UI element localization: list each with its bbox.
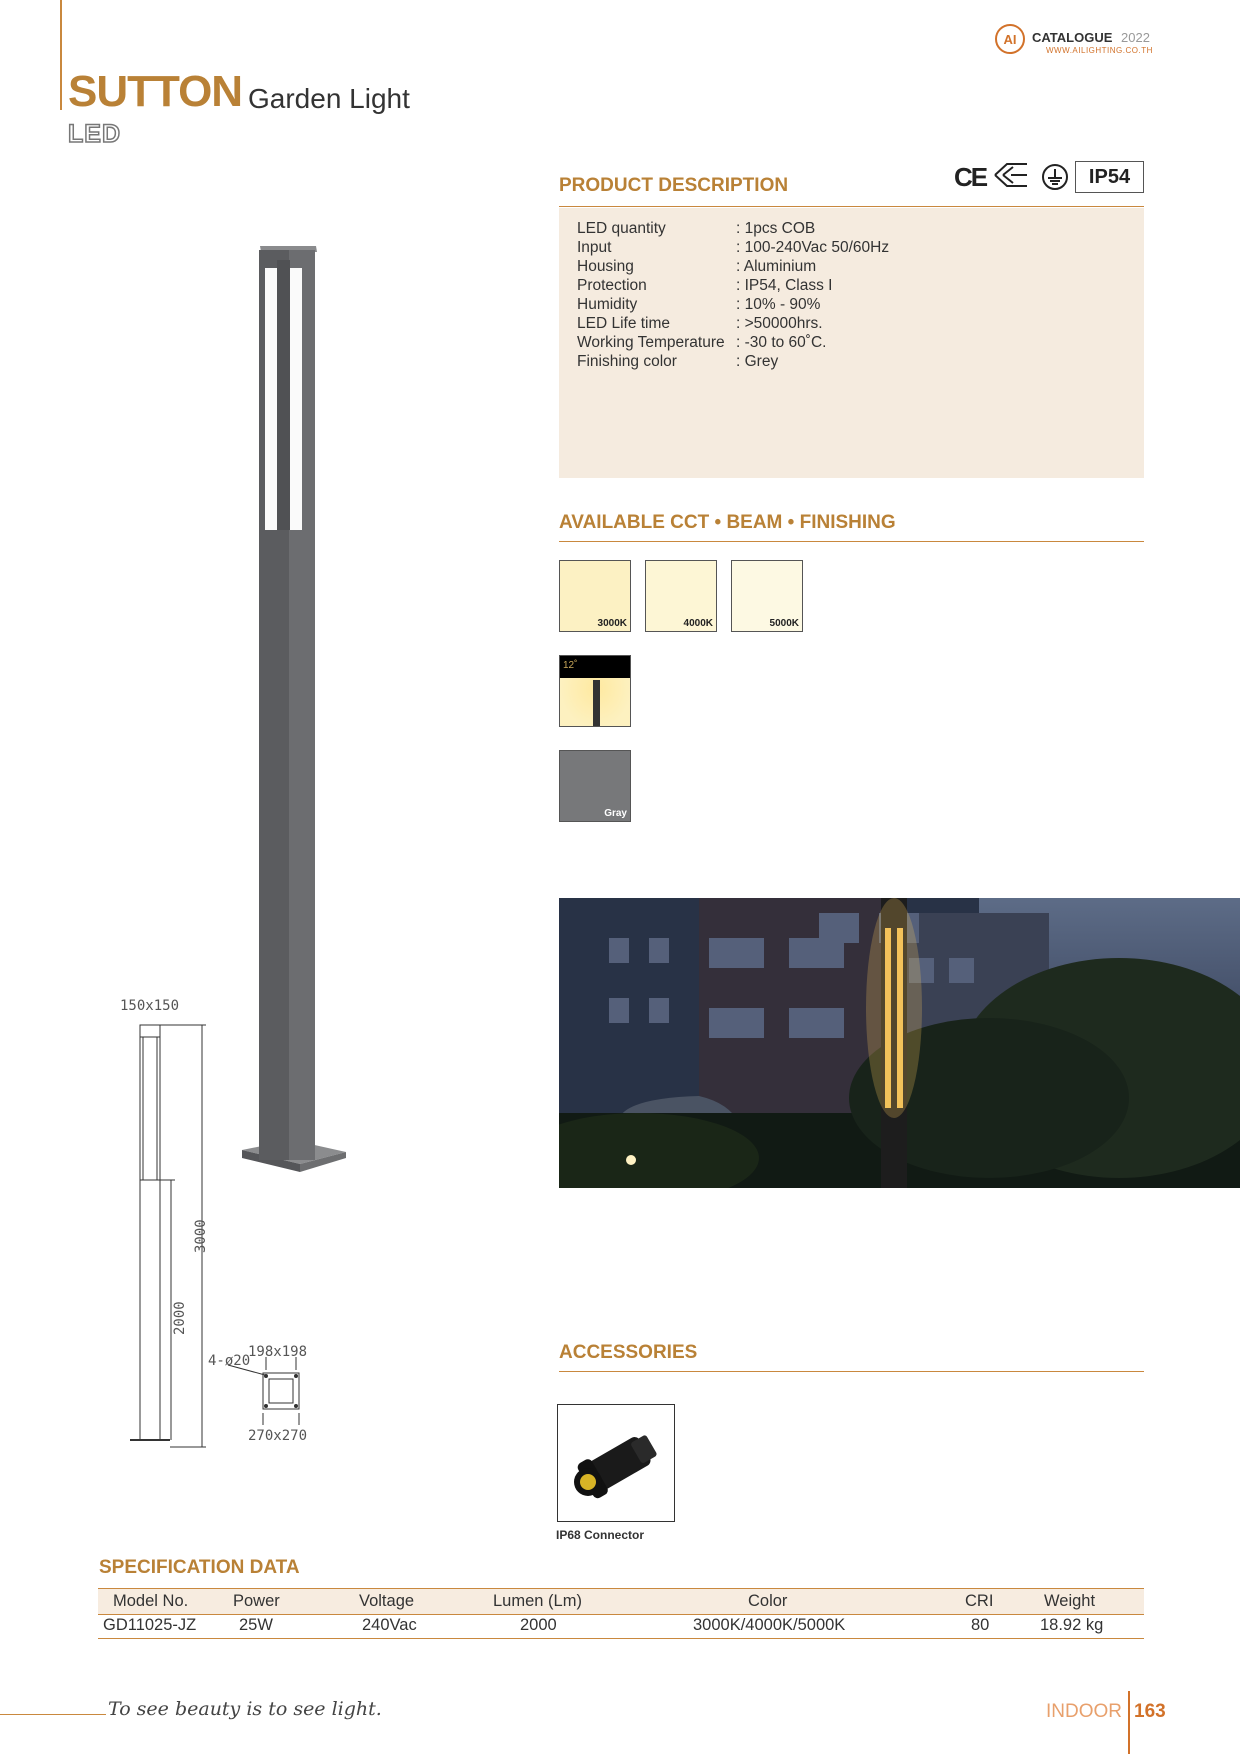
footer-tagline: To see beauty is to see light. (108, 1698, 382, 1720)
col-voltage: Voltage (359, 1592, 415, 1610)
footer-section: INDOOR (1046, 1701, 1122, 1722)
cell-color: 3000K/4000K/5000K (693, 1616, 846, 1634)
accessories-heading: ACCESSORIES (559, 1342, 698, 1363)
brand-logo: AI (995, 24, 1025, 54)
col-model: Model No. (113, 1592, 189, 1610)
section-rule (559, 206, 1144, 207)
specification-heading: SPECIFICATION DATA (99, 1557, 300, 1578)
product-description-heading: PRODUCT DESCRIPTION (559, 175, 789, 196)
ground-icon (1041, 163, 1069, 191)
catalogue-year: 2022 (1121, 30, 1150, 45)
led-badge: LED (68, 120, 121, 148)
cell-power: 25W (239, 1616, 273, 1634)
class-i-icon (991, 160, 1031, 190)
cct-4000k-swatch: 4000K (645, 560, 717, 632)
accessory-label: IP68 Connector (556, 1528, 645, 1542)
cell-weight: 18.92 kg (1040, 1616, 1104, 1634)
top-accent-line (60, 0, 62, 110)
cell-cri: 80 (971, 1616, 990, 1634)
section-rule (559, 1371, 1144, 1372)
section-rule (559, 541, 1144, 542)
col-color: Color (748, 1592, 788, 1610)
connector-icon (558, 1405, 674, 1521)
dim-base: 270x270 (248, 1428, 308, 1444)
dim-bolt-spacing: 198x198 (248, 1344, 308, 1360)
product-type: Garden Light (248, 83, 410, 114)
col-power: Power (233, 1592, 280, 1610)
footer-divider (1128, 1691, 1130, 1754)
table-rule (98, 1614, 1144, 1615)
technical-drawing (100, 995, 330, 1455)
footer-line (0, 1714, 106, 1715)
catalogue-label: CATALOGUE (1032, 30, 1113, 45)
cct-5000k-swatch: 5000K (731, 560, 803, 632)
table-rule (98, 1588, 1144, 1589)
cell-lumen: 2000 (520, 1616, 557, 1634)
beam-post-icon (593, 680, 600, 727)
col-lumen: Lumen (Lm) (493, 1592, 582, 1610)
ip68-connector-image (557, 1404, 675, 1522)
product-name: SUTTON (68, 67, 243, 116)
installation-photo (559, 898, 1240, 1188)
col-weight: Weight (1044, 1592, 1096, 1610)
finishing-gray-swatch: Gray (559, 750, 631, 822)
availability-heading: AVAILABLE CCT • BEAM • FINISHING (559, 512, 896, 533)
beam-angle-label: 12˚ (563, 660, 578, 671)
ce-mark: CE (954, 162, 987, 192)
dim-height-total: 3000 (193, 1219, 209, 1253)
cell-model: GD11025-JZ (103, 1616, 197, 1634)
dim-height-lower: 2000 (172, 1301, 188, 1335)
page-number: 163 (1134, 1701, 1166, 1722)
cct-3000k-swatch: 3000K (559, 560, 631, 632)
cell-voltage: 240Vac (362, 1616, 417, 1634)
dim-top: 150x150 (120, 998, 180, 1014)
table-rule (98, 1638, 1144, 1639)
beam-angle-swatch (559, 655, 631, 727)
dim-bolts: 4-ø20 (208, 1353, 251, 1369)
col-cri: CRI (965, 1592, 994, 1610)
brand-website: WWW.AILIGHTING.CO.TH (1046, 46, 1153, 55)
ip-rating-badge: IP54 (1075, 161, 1144, 193)
